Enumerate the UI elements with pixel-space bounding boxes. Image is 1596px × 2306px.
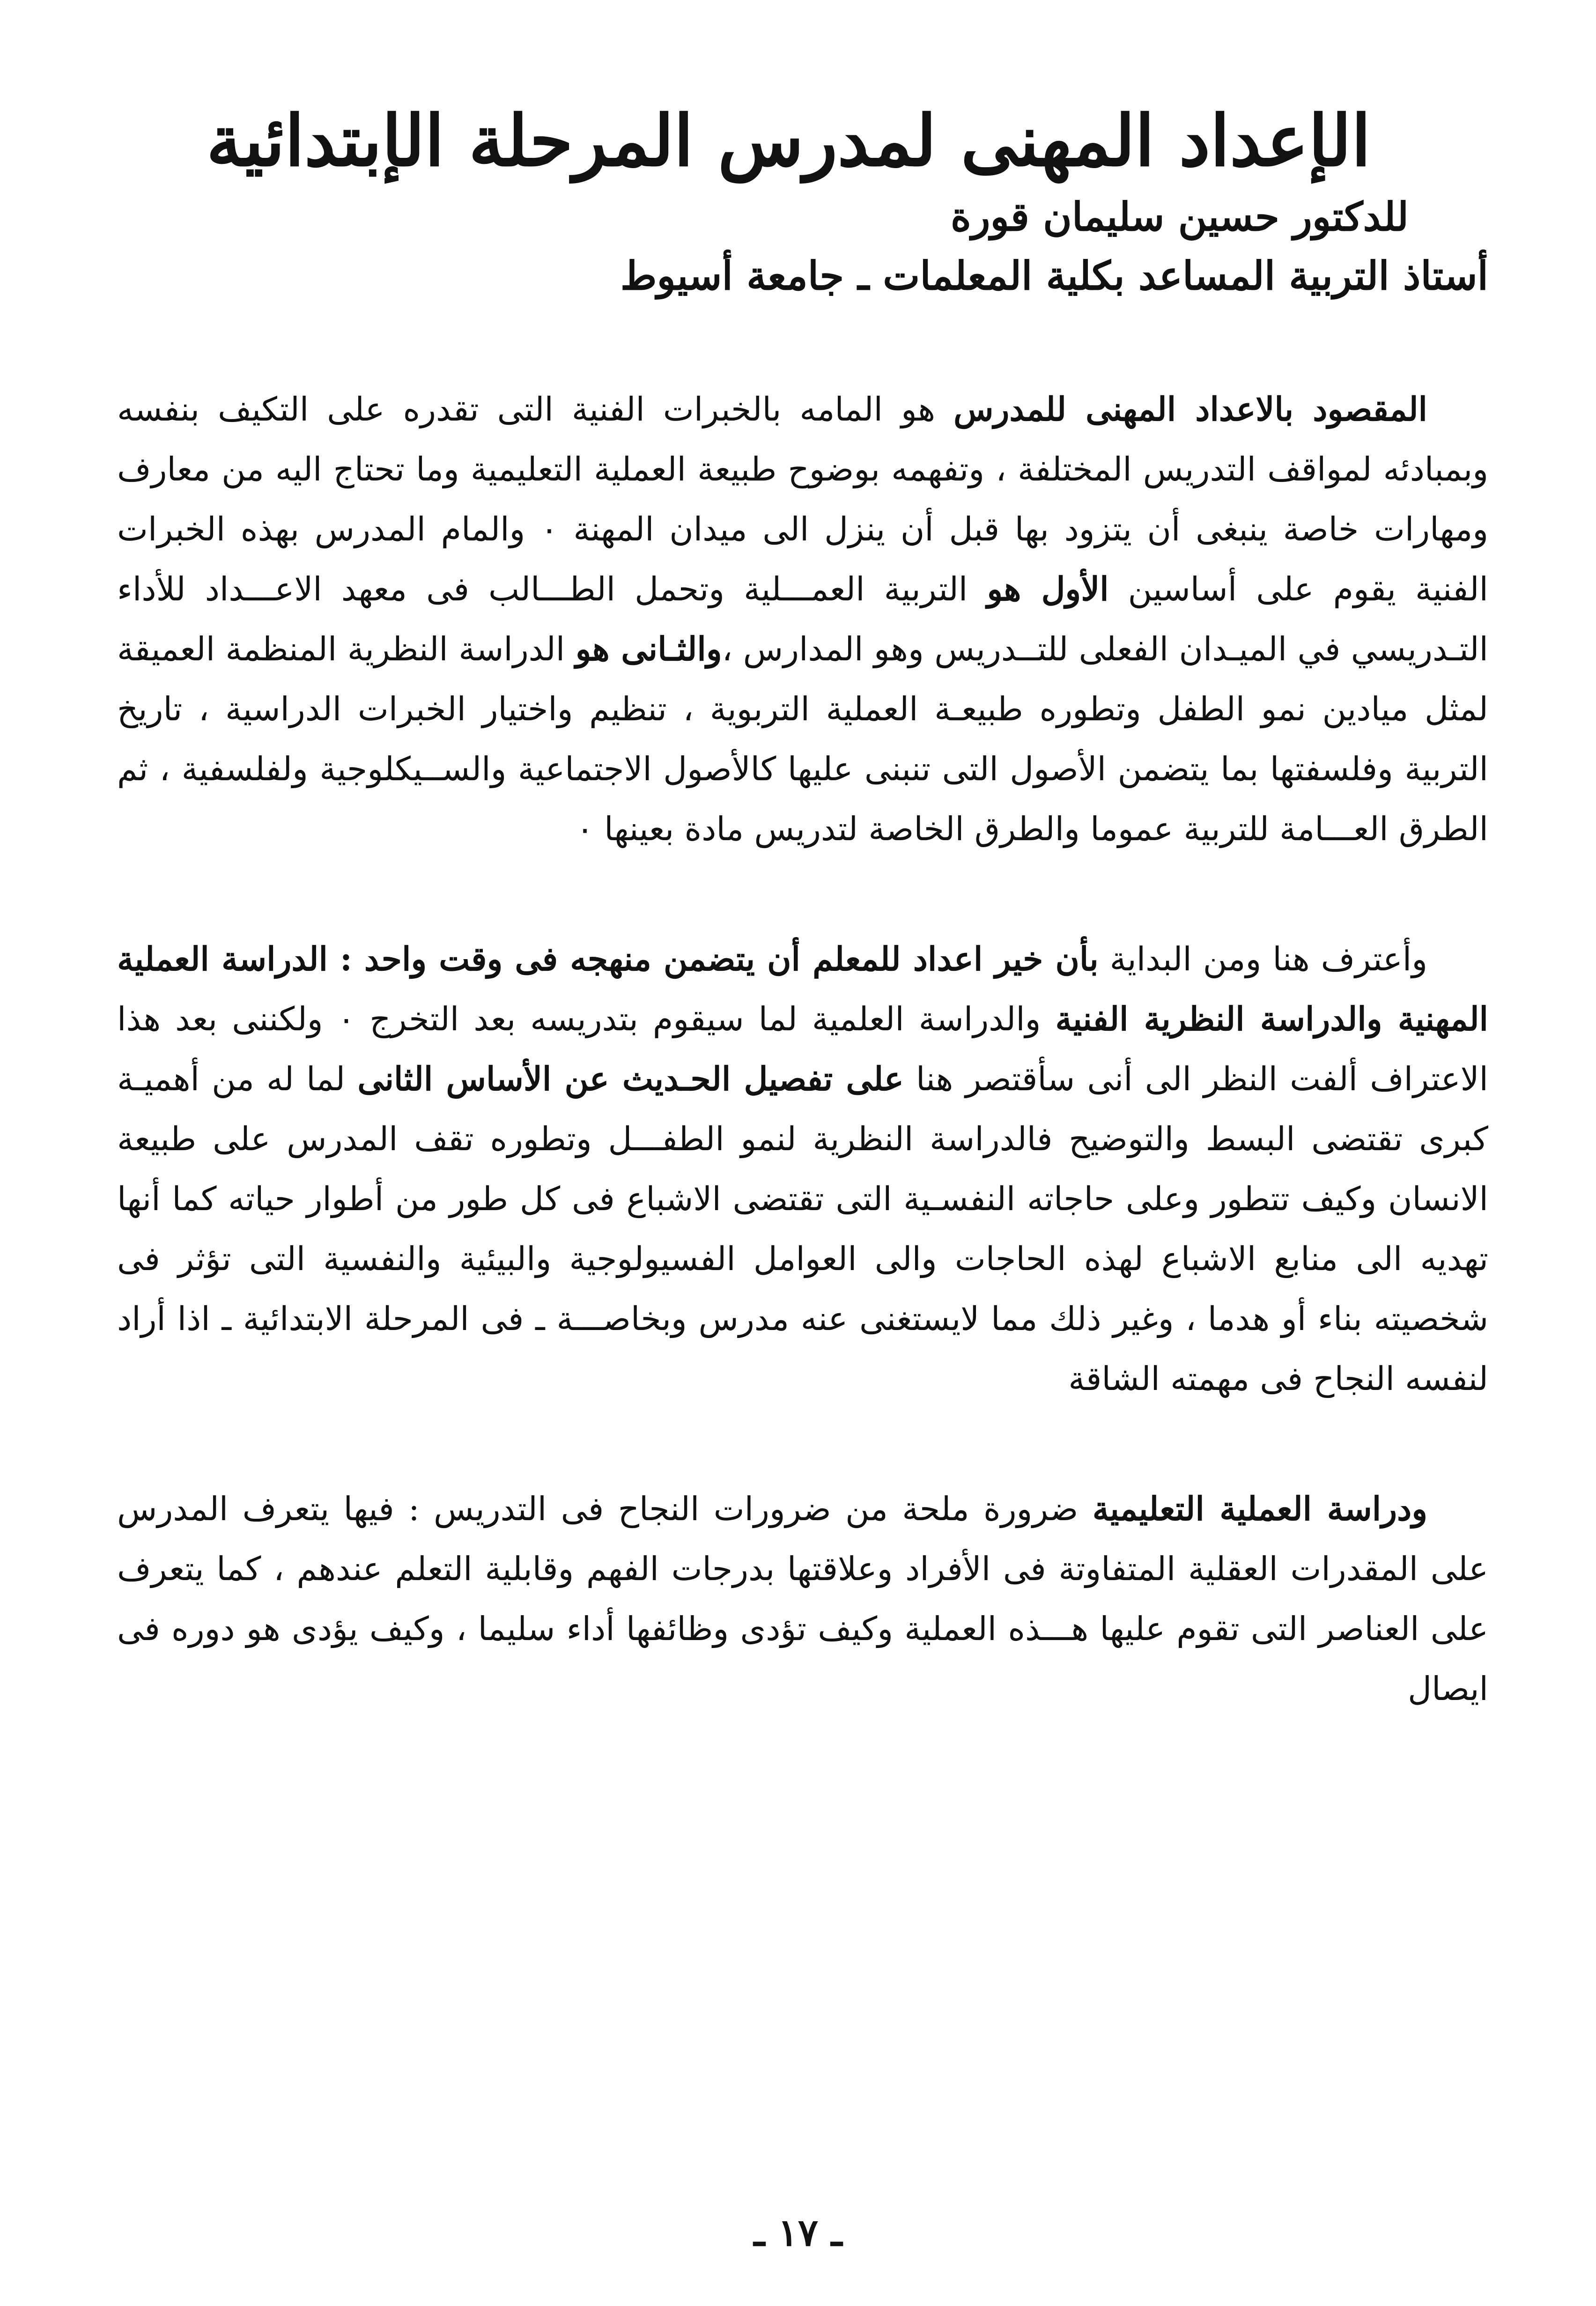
paragraph-text: وأعترف هنا ومن البداية — [1098, 940, 1427, 978]
paragraph-text: التربية العمـــلية وتحمل الطـــالب فى معهد الاعـــداد للأداء التـدريسي في الميـدان الفعلى للتــدريس وهو المدارس ، — [117, 570, 1488, 668]
paragraph-text: لما له من أهميـة كبرى تقتضى البسط والتوضيح فالدراسة النظرية لنمو الطفـــل وتطوره تقف المدرس على طبيعة الانسان وكيف تتطور وعلى حاجاته النفسـية التى تقتضى الاشباع فى كل طور من أطوار حياته كما أنها تهديه الى منابع الاشباع لهذه الحاجات والى العوامل الفسيولوجية والبيئية والنفسية التى تؤثر فى شخصيته بناء أو هدما ، وغير ذلك مما لايستغنى عنه مدرس وبخاصـــة ـ فى المرحلة الابتدائية ـ اذا أراد لنفسه النجاح فى مهمته الشاقة — [117, 1060, 1488, 1398]
paragraph-lead-bold: المقصود بالاعداد المهنى للمدرس — [953, 390, 1427, 429]
paragraph-educational-process — [117, 1479, 1488, 1719]
paragraph-bold-text: والثـانى هو — [575, 629, 722, 668]
paragraph-definition — [117, 379, 1488, 859]
article-title: الإعداد المهنى لمدرس المرحلة الإبتدائية — [206, 99, 1371, 182]
paragraph-text: هو المامه بالخبرات الفنية التى تقدره على التكيف بنفسه وبمبادئه لمواقف التدريس المختلفة ، وتفهمه بوضوح طبيعة العملية التعليمية وما تحتاج اليه من معارف ومهارات خاصة ينبغى أن يتزود بها قبل أن ينزل الى ميدان المهنة ٠ والمام المدرس بهذه الخبرات الفنية يقوم على أساسين — [117, 390, 1488, 608]
paragraph-text: ضرورة ملحة من ضرورات النجاح فى التدريس : فيها يتعرف المدرس على المقدرات العقلية المتفاوتة فى الأفراد وعلاقتها بدرجات الفهم وقابلية التعلم عندهم ، كما يتعرف على العناصر التى تقوم عليها هـــذه العملية وكيف تؤدى وظائفها أداء سليما ، وكيف يؤدى هو دوره فى ايصال — [117, 1490, 1488, 1708]
paragraph-bold-text: بأن خير اعداد للمعلم أن يتضمن منهجه فى وقت واحد : الدراسة العملية المهنية والدراسة النظرية الفنية — [117, 939, 1488, 1038]
author-block — [108, 187, 1488, 305]
paragraph-bold-text: الأول هو — [987, 569, 1109, 608]
article-body — [117, 379, 1488, 1719]
paragraph-bold-text: على تفصيل الحـديث عن الأساس الثانى — [357, 1059, 904, 1098]
paragraph-lead-bold: ودراسة العملية التعليمية — [1092, 1489, 1427, 1528]
paragraph-text: والدراسة العلمية لما سيقوم بتدريسه بعد التخرج ٠ ولكننى بعد هذا الاعتراف ألفت النظر الى أنى سأقتصر هنا — [117, 1000, 1489, 1098]
page-number: ـ ١٧ ـ — [754, 2210, 842, 2254]
paragraph-acknowledgement — [117, 929, 1488, 1409]
author-name: للدكتور حسين سليمان قورة — [950, 193, 1409, 240]
paragraph-text: الدراسة النظرية المنظمة العميقة لمثل ميادين نمو الطفل وتطوره طبيعـة العملية التربوية ، تنظيم واختيار الخبرات الدراسية ، تاريخ التربية وفلسفتها بما يتضمن الأصول التى تنبنى عليها كالأصول الاجتماعية والســيكلوجية ولفلسفية ، ثم الطرق العـــامة للتربية عموما والطرق الخاصة لتدريس مادة بعينها ٠ — [117, 630, 1488, 848]
author-position: أستاذ التربية المساعد بكلية المعلمات ـ جامعة أسيوط — [620, 252, 1488, 299]
